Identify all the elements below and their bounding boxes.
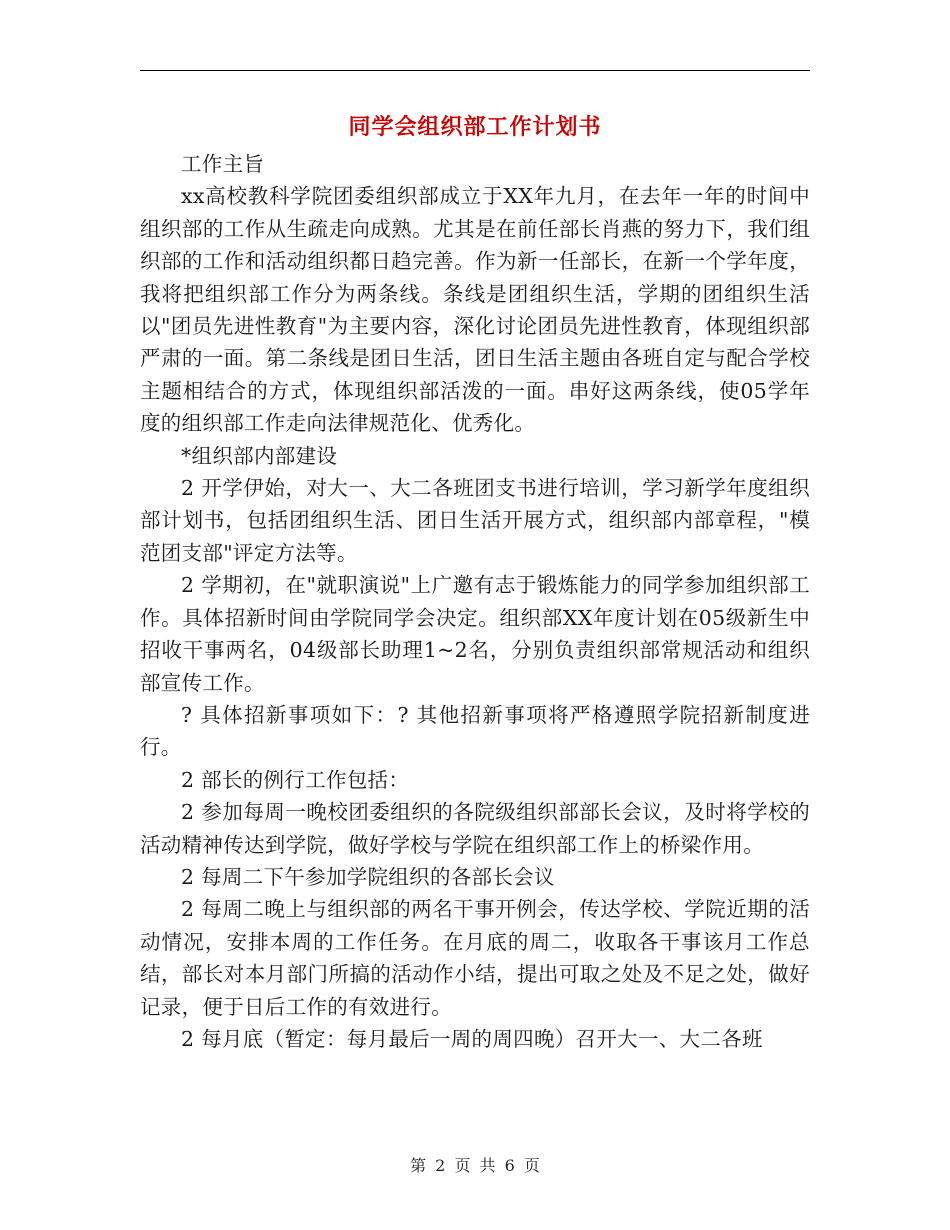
paragraph-month-end: 2 每月底（暂定：每月最后一周的周四晚）召开大一、大二各班: [181, 1026, 763, 1051]
paragraph-monday-meeting: 2 参加每周一晚校团委组织的各院级组织部部长会议，及时将学校的活动精神传达到学院，做好学校与学院在组织部工作上的桥梁作用。: [140, 800, 810, 857]
paragraph-recruitment: 2 学期初，在"就职演说"上广邀有志于锻炼能力的同学参加组织部工作。具体招新时间由学院同学会决定。组织部XX年度计划在05级新生中招收干事两名，04级部长助理1~2名，分别负责组织部常规活动和组织部宣传工作。: [140, 573, 810, 695]
header-rule: [140, 70, 810, 71]
paragraph-tuesday-evening: 2 每周二晚上与组织部的两名干事开例会，传达学校、学院近期的活动情况，安排本周的工作任务。在月底的周二，收取各干事该月工作总结，部长对本月部门所搞的活动作小结，提出可取之处及不足之处，做好记录，便于日后工作的有效进行。: [140, 897, 810, 1019]
paragraph-tuesday-afternoon: 2 每周二下午参加学院组织的各部长会议: [181, 864, 555, 889]
paragraph-purpose-heading: 工作主旨: [181, 152, 265, 176]
document-title: 同学会组织部工作计划书: [348, 115, 602, 140]
paragraph-recruitment-details: ? 具体招新事项如下：? 其他招新事项将严格遵照学院招新制度进行。: [140, 702, 810, 760]
document-body: [140, 148, 810, 1055]
paragraph-training: 2 开学伊始，对大一、大二各班团支书进行培训，学习新学年度组织部计划书，包括团组织生活、团日生活开展方式，组织部内部章程，"模范团支部"评定方法等。: [140, 476, 810, 565]
paragraph-routine-heading: 2 部长的例行工作包括：: [181, 767, 410, 792]
page-number-footer: 第 2 页 共 6 页: [410, 1156, 540, 1175]
paragraph-intro: xx高校教科学院团委组织部成立于XX年九月，在去年一年的时间中组织部的工作从生疏走向成熟。尤其是在前任部长肖燕的努力下，我们组织部的工作和活动组织都日趋完善。作为新一任部长，在新一个学年度，我将把组织部工作分为两条线。条线是团组织生活，学期的团组织生活以"团员先进性教育"为主要内容，深化讨论团员先进性教育，体现组织部严肃的一面。第二条线是团日生活，团日生活主题由各班自定与配合学校主题相结合的方式，体现组织部活泼的一面。串好这两条线，使05学年度的组织部工作走向法律规范化、优秀化。: [140, 184, 810, 436]
paragraph-section-heading: *组织部内部建设: [181, 443, 338, 468]
